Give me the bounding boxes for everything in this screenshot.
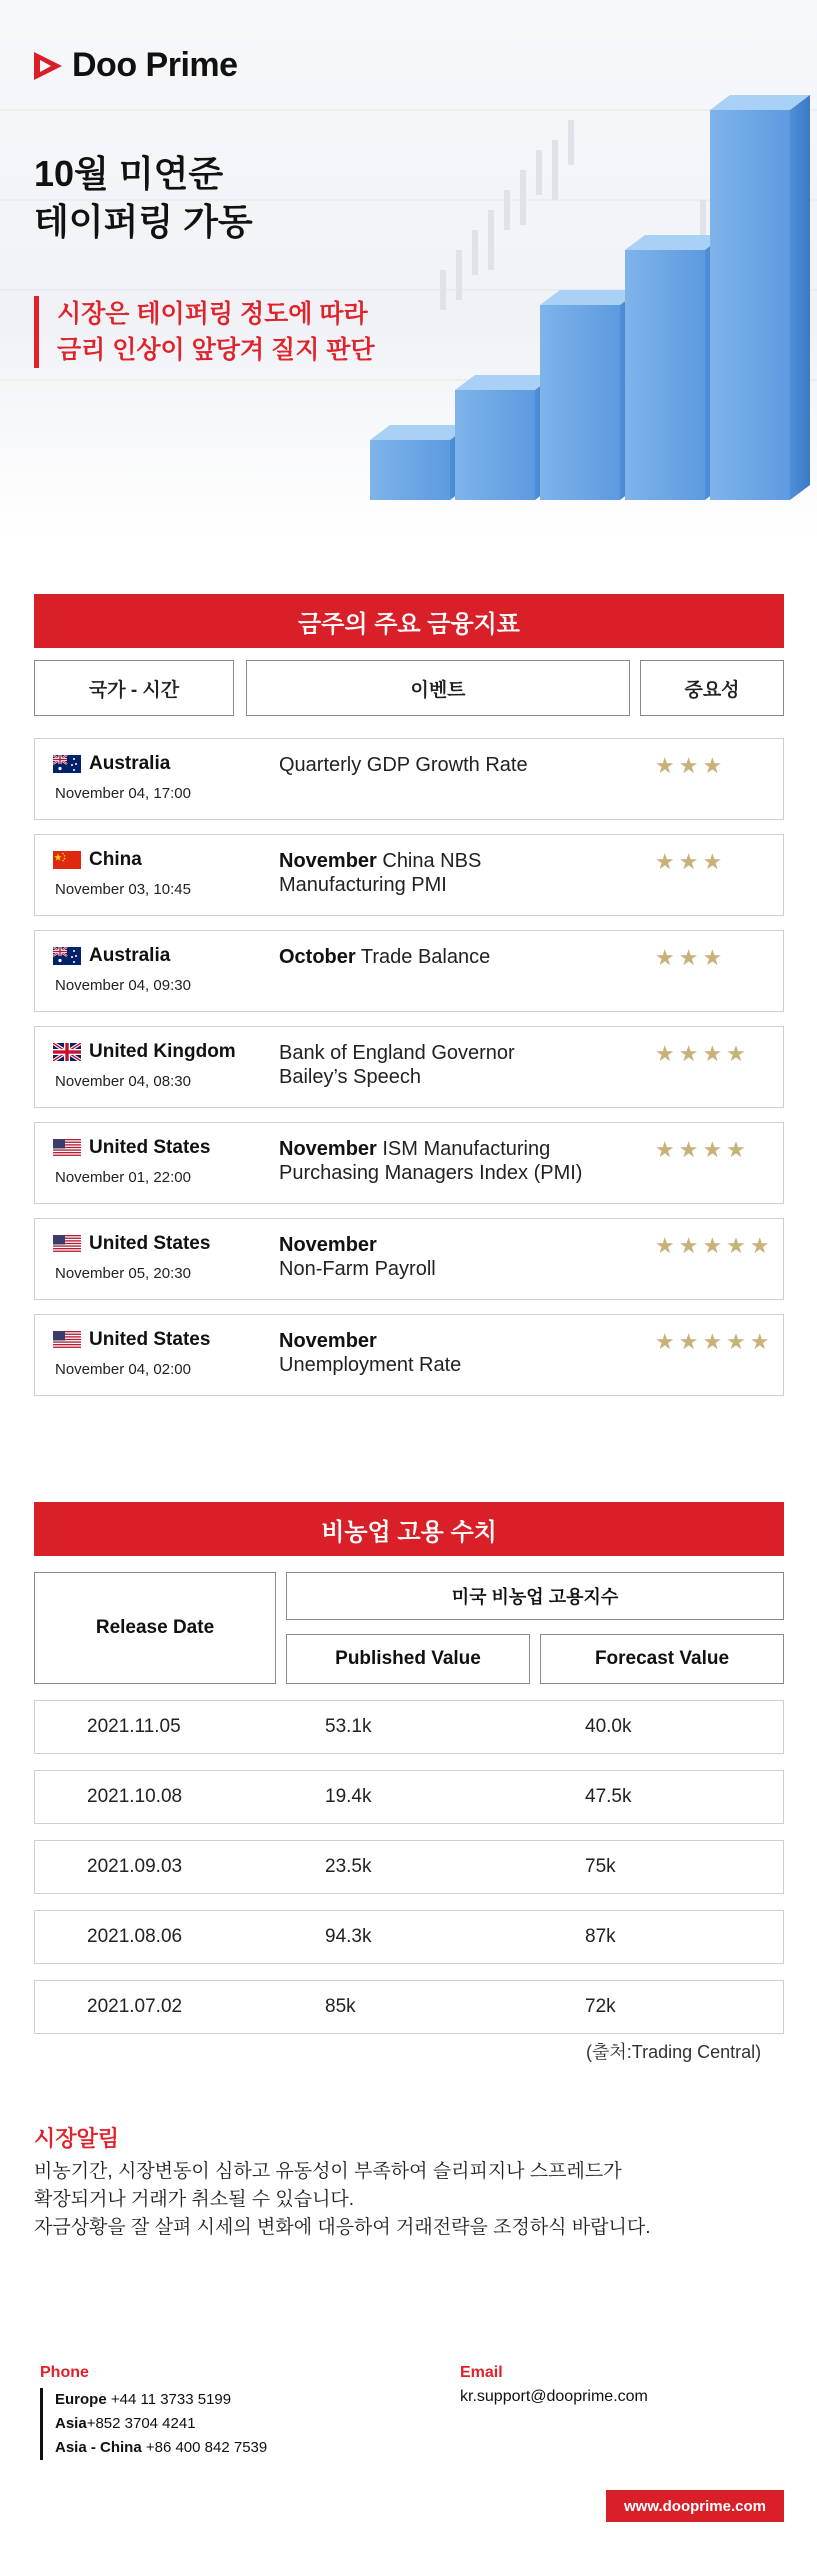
subtitle-line-1: 시장은 테이퍼링 정도에 따라 [57,300,368,328]
country-name: United Kingdom [89,1041,236,1062]
release-date: 2021.11.05 [87,1716,181,1737]
event-period: October [279,946,356,968]
country-name: United States [89,1329,211,1350]
event-name [279,1137,619,1185]
country [53,1233,210,1255]
calendar-row [34,1218,784,1300]
country-name: China [89,849,142,870]
nfp-row [34,1910,784,1964]
event-time: November 04, 08:30 [55,1073,191,1090]
published-value: 85k [325,1996,356,2017]
us-flag-icon [53,1331,81,1349]
importance-stars: ★★★ [655,753,727,778]
event-name [279,1233,619,1281]
calendar-row [34,930,784,1012]
event-time: November 03, 10:45 [55,881,191,898]
published-value: 94.3k [325,1926,372,1947]
header-country-time: 국가 - 시간 [34,660,234,716]
event-time: November 05, 20:30 [55,1265,191,1282]
forecast-value: 75k [585,1856,616,1877]
china-label: Asia - China [55,2439,142,2456]
published-value: 23.5k [325,1856,372,1877]
country-name: United States [89,1137,211,1158]
event-title-cont: Purchasing Managers Index (PMI) [279,1162,583,1184]
forecast-value: 87k [585,1926,616,1947]
importance-stars: ★★★ [655,849,727,874]
event-title: Quarterly GDP Growth Rate [279,754,528,776]
country [53,1329,210,1351]
nfp-row [34,1840,784,1894]
calendar-section-header: 금주의 주요 금융지표 [34,594,784,648]
calendar-row [34,834,784,916]
country-name: United States [89,1233,211,1254]
event-time: November 04, 17:00 [55,785,191,802]
hero-banner [0,0,817,540]
china-phone[interactable]: +86 400 842 7539 [141,2439,268,2456]
forecast-value: 47.5k [585,1786,632,1807]
title-line-1: 10월 미연준 [34,153,224,194]
country [53,1041,236,1063]
calendar-row [34,1026,784,1108]
release-date: 2021.09.03 [87,1856,183,1877]
subtitle-line-2: 금리 인상이 앞당겨 질지 판단 [57,336,375,364]
importance-stars: ★★★★ [655,1137,750,1162]
phone-contact [40,2364,267,2460]
source-note: (출처:Trading Central) [586,2042,762,2062]
market-alert-body [34,2158,784,2242]
alert-line-2: 확장되거나 거래가 취소될 수 있습니다. [34,2189,355,2210]
importance-stars: ★★★★ [655,1041,750,1066]
event-time: November 01, 22:00 [55,1169,191,1186]
doo-prime-logo-icon [34,52,62,80]
china-flag-icon [53,851,81,869]
event-name [279,849,619,897]
us-flag-icon [53,1235,81,1253]
brand-name: Doo Prime [72,46,238,84]
asia-label: Asia [55,2415,87,2432]
email-contact [460,2364,648,2406]
country [53,849,142,871]
nfp-section-header: 비농업 고용 수치 [34,1502,784,1556]
header-release-date: Release Date [34,1572,276,1684]
importance-stars: ★★★★★ [655,1329,774,1354]
email-title: Email [460,2364,503,2381]
alert-line-3: 자금상황을 잘 살펴 시세의 변화에 대응하여 거래전략을 조정하식 바랍니다. [34,2217,651,2238]
importance-stars: ★★★★★ [655,1233,774,1258]
uk-flag-icon [53,1043,81,1061]
calendar-row [34,1122,784,1204]
header-importance: 중요성 [640,660,784,716]
header-published-value: Published Value [286,1634,530,1684]
growth-bars-illustration [350,90,817,530]
email-address[interactable]: kr.support@dooprime.com [460,2388,648,2405]
event-title: Trade Balance [355,946,491,968]
country-name: Australia [89,945,171,966]
page-title [34,150,253,246]
website-link[interactable]: www.dooprime.com [606,2490,784,2522]
event-time: November 04, 02:00 [55,1361,191,1378]
event-period: November [279,1138,377,1160]
release-date: 2021.08.06 [87,1926,183,1947]
event-title: ISM Manufacturing [376,1138,551,1160]
nfp-row [34,1980,784,2034]
event-title-cont: Unemployment Rate [279,1354,462,1376]
calendar-row [34,1314,784,1396]
importance-stars: ★★★ [655,945,727,970]
forecast-value: 72k [585,1996,616,2017]
phone-title: Phone [40,2364,89,2381]
event-name [279,945,619,969]
country-name: Australia [89,753,171,774]
europe-phone[interactable]: +44 11 3733 5199 [106,2391,232,2408]
australia-flag-icon [53,947,81,965]
header-nfp-group: 미국 비농업 고용지수 [286,1572,784,1620]
forecast-value: 40.0k [585,1716,632,1737]
subtitle [34,296,375,368]
country [53,945,170,967]
event-title: China NBS [376,850,482,872]
published-value: 53.1k [325,1716,372,1737]
event-title-cont: Non-Farm Payroll [279,1258,436,1280]
event-period: November [279,850,377,872]
europe-label: Europe [55,2391,107,2408]
header-forecast-value: Forecast Value [540,1634,784,1684]
alert-line-1: 비농기간, 시장변동이 심하고 유동성이 부족하여 슬리피지나 스프레드가 [34,2161,622,2182]
published-value: 19.4k [325,1786,372,1807]
nfp-row [34,1700,784,1754]
release-date: 2021.07.02 [87,1996,183,2017]
country [53,1137,210,1159]
event-name [279,753,619,777]
header-event: 이벤트 [246,660,630,716]
event-title-cont: Bailey’s Speech [279,1066,421,1088]
event-period: November [279,1234,377,1256]
event-name [279,1329,619,1377]
event-time: November 04, 09:30 [55,977,191,994]
title-line-2: 테이퍼링 가동 [34,201,253,242]
event-title: Bank of England Governor [279,1042,515,1064]
calendar-row [34,738,784,820]
event-period: November [279,1330,377,1352]
event-title-cont: Manufacturing PMI [279,874,447,896]
market-alert-title: 시장알림 [34,2126,120,2151]
australia-flag-icon [53,755,81,773]
nfp-row [34,1770,784,1824]
brand-logo [34,46,238,85]
asia-phone[interactable]: +852 3704 4241 [86,2415,196,2432]
country [53,753,170,775]
us-flag-icon [53,1139,81,1157]
event-name [279,1041,619,1089]
release-date: 2021.10.08 [87,1786,183,1807]
